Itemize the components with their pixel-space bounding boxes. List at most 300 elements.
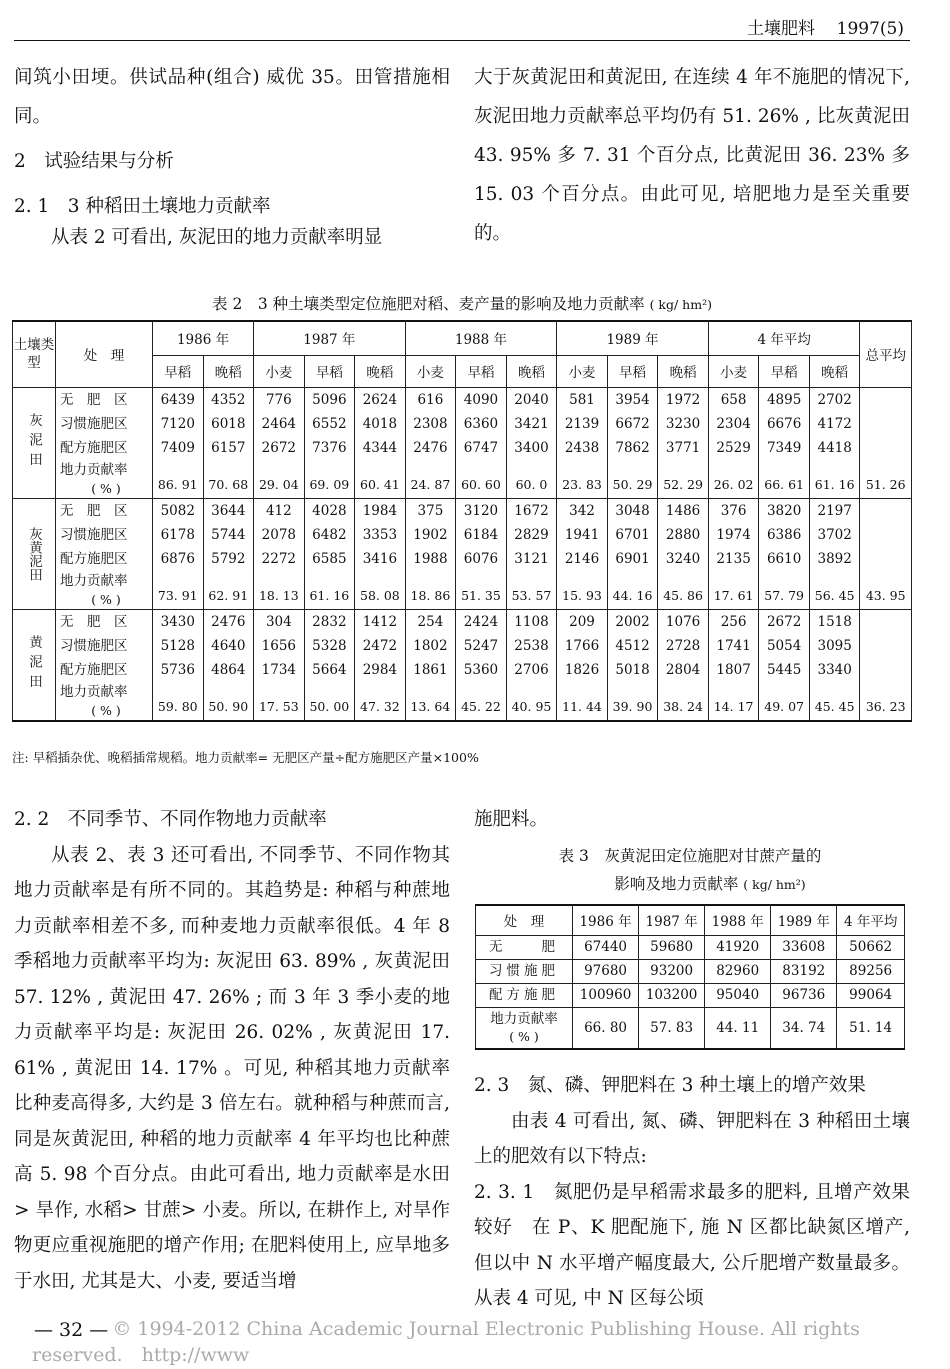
cell-value: 1672 <box>514 502 549 519</box>
cell-value: 1902 <box>413 526 448 543</box>
value-cell <box>203 609 254 721</box>
table2-caption <box>12 292 912 314</box>
cell-value: 3892 <box>817 550 852 567</box>
value-cell <box>759 387 810 498</box>
cell-value: 5054 <box>766 637 802 654</box>
cell-value: 95040 <box>705 983 771 1007</box>
treatment-label: 配方施肥区 <box>60 550 128 567</box>
cell-value: 4895 <box>766 391 802 408</box>
cell-value: 39. 90 <box>612 698 653 714</box>
cell-value: 4640 <box>211 637 246 654</box>
caption-text: 表 2 3 种土壤类型定位施肥对稻、麦产量的影响及地力贡献率 <box>212 295 645 313</box>
header-crop: 早稻 <box>759 355 810 387</box>
cell-value: 1766 <box>564 637 600 654</box>
cell-value: 2078 <box>261 526 296 543</box>
cell-value: 6157 <box>211 439 246 456</box>
cell-value: 59680 <box>639 935 705 959</box>
cell-value: 103200 <box>639 983 705 1007</box>
treatment-cell <box>476 959 573 983</box>
cell-value: 43. 95 <box>865 587 906 603</box>
cell-value: 4344 <box>362 439 398 456</box>
header-cell: 1989 年 <box>771 905 837 935</box>
cell-value: 1974 <box>716 526 751 543</box>
journal-name: 土壤肥料 <box>747 19 816 39</box>
treatment-label: 地力贡献率 <box>490 1010 558 1027</box>
cell-value: 3120 <box>463 502 499 519</box>
treatment-cell <box>476 935 573 959</box>
cell-value: 2984 <box>362 661 398 678</box>
header-crop: 早稻 <box>304 355 355 387</box>
cell-value: 6178 <box>160 526 195 543</box>
cell-value: 100960 <box>573 983 639 1007</box>
treatment-label: 配方施肥区 <box>60 661 128 678</box>
cell-value: 86. 91 <box>157 476 198 492</box>
cell-value: 6018 <box>211 415 246 432</box>
cell-value: 776 <box>265 391 292 408</box>
header-crop: 小麦 <box>557 355 608 387</box>
treatment-label: 习惯施肥区 <box>60 637 128 654</box>
paragraph: 2. 3. 1 氮肥仍是早稻需求最多的肥料, 且增产效果较好 在 P、K 肥配施下, 施 N 区都比缺氮区增产, 但以中 N 水平增产幅度最大, 公斤肥增产数量最多。从表 4 可见, 中 N 区每公顷 <box>474 1181 910 1309</box>
cell-value: 60. 60 <box>461 476 501 492</box>
cell-value: 7349 <box>766 439 802 456</box>
cell-value: 67440 <box>573 935 639 959</box>
cell-value: 3771 <box>665 439 701 456</box>
cell-value: 6360 <box>463 415 499 432</box>
total-average-cell <box>860 609 912 721</box>
cell-value: 2002 <box>615 613 650 630</box>
value-cell <box>304 387 355 498</box>
cell-value: 1741 <box>716 637 751 654</box>
cell-value: 41920 <box>705 935 771 959</box>
table-header-row <box>476 905 905 935</box>
table-row <box>476 959 905 983</box>
cell-value: 17. 61 <box>713 587 754 603</box>
treatment-cell <box>56 609 153 721</box>
caption-line-2 <box>475 870 905 899</box>
cell-value: 2472 <box>362 637 398 654</box>
treatment-cell <box>56 498 153 609</box>
cell-value: 62. 91 <box>208 587 249 603</box>
value-cell <box>557 387 608 498</box>
cell-value: 45. 86 <box>663 587 703 603</box>
treatment-label: 无 肥 区 <box>60 502 128 519</box>
paragraph: 从表 2 可看出, 灰泥田的地力贡献率明显 <box>51 227 383 248</box>
cell-value: 45. 22 <box>461 698 501 714</box>
cell-value: 2272 <box>261 550 296 567</box>
value-cell <box>759 609 810 721</box>
header-crop: 晚稻 <box>203 355 254 387</box>
cell-value: 66. 61 <box>764 476 805 492</box>
cell-value: 3702 <box>817 526 852 543</box>
cell-value: 49. 07 <box>764 698 805 714</box>
cell-value: 1656 <box>261 637 296 654</box>
cell-value: 2197 <box>817 502 852 519</box>
cell-value: 7376 <box>312 439 347 456</box>
table-row <box>13 498 912 609</box>
cell-value: 6552 <box>312 415 347 432</box>
cell-value: 3230 <box>665 415 701 432</box>
header-crop: 晚稻 <box>506 355 557 387</box>
page-number: — 32 — <box>34 1319 109 1341</box>
cell-value: 2464 <box>261 415 296 432</box>
cell-value: 1988 <box>413 550 448 567</box>
cell-value: 4352 <box>211 391 246 408</box>
cell-value: 57. 79 <box>764 587 805 603</box>
paragraph: 从表 2、表 3 还可看出, 不同季节、不同作物其地力贡献率是有所不同的。其趋势是: 种稻与种蔗地力贡献率相差不多, 而种麦地力贡献率很低。4 年 8 季稻地力贡献率平均为: 灰泥田 63. 89% , 灰黄泥田 57. 12% , 黄泥田 47. 26% ; 而 3 年 3 季小麦的地力贡献率平均是: 灰泥田 26. 02% , 灰黄泥田 17. 61% , 黄泥田 14. 17% 。可见, 种稻其地力贡献率比种麦高得多, 大约是 3 倍左右。就种稻与种蔗而言, 同是灰黄泥田, 种稻的地力贡献率 4 年平均也比种蔗高 5. 98 个百分点。由此可看出, 地力贡献率是水田> 旱作, 水稻> 甘蔗> 小麦。所以, 在耕作上, 对旱作物更应重视施肥的增产作用; 在肥料使用上, 应旱地多于水田, 尤其是大、小麦, 要适当增 <box>14 844 450 1292</box>
cell-value: 1807 <box>716 661 751 678</box>
value-cell <box>304 498 355 609</box>
cell-value: 6672 <box>615 415 650 432</box>
header-year: 4 年平均 <box>708 321 860 355</box>
cell-value: 52. 29 <box>663 476 703 492</box>
value-cell <box>405 609 456 721</box>
value-cell <box>405 498 456 609</box>
cell-value: 6676 <box>766 415 802 432</box>
value-cell <box>506 609 557 721</box>
cell-value: 4028 <box>312 502 347 519</box>
table-row <box>476 983 905 1007</box>
cell-value: 3048 <box>615 502 650 519</box>
treatment-cell <box>476 983 573 1007</box>
value-cell <box>355 387 406 498</box>
cell-value: 3095 <box>817 637 852 654</box>
cell-value: 616 <box>417 391 444 408</box>
cell-value: 209 <box>569 613 595 630</box>
table-row <box>476 1007 905 1049</box>
header-crop: 晚稻 <box>809 355 860 387</box>
header-crop: 早稻 <box>153 355 204 387</box>
cell-value: 33608 <box>771 935 837 959</box>
cell-value: 304 <box>265 613 292 630</box>
cell-value: 3421 <box>514 415 549 432</box>
cell-value: 50. 00 <box>309 698 350 714</box>
cell-value: 40. 95 <box>511 698 552 714</box>
cell-value: 4418 <box>817 439 852 456</box>
cell-value: 6747 <box>463 439 499 456</box>
value-cell <box>809 498 860 609</box>
cell-value: 2424 <box>463 613 499 630</box>
value-cell <box>456 387 507 498</box>
cell-value: 17. 53 <box>258 698 299 714</box>
cell-value: 2702 <box>817 391 852 408</box>
cell-value: 2804 <box>665 661 701 678</box>
cell-value: 82960 <box>705 959 771 983</box>
cell-value: 5736 <box>160 661 195 678</box>
total-average-cell <box>860 387 912 498</box>
subsection-heading: 2. 3 氮、磷、钾肥料在 3 种土壤上的增产效果 <box>474 1075 866 1096</box>
cell-value: 14. 17 <box>713 698 754 714</box>
left-column-top <box>14 58 450 257</box>
cell-value: 99064 <box>837 983 905 1007</box>
section-heading: 2 试验结果与分析 <box>14 151 174 172</box>
value-cell <box>708 609 759 721</box>
treatment-label: 配方施肥 <box>489 987 559 1003</box>
treatment-label: ( % ) <box>91 480 121 496</box>
cell-value: 1518 <box>817 613 852 630</box>
header-soil-type: 土壤类型 <box>13 321 56 387</box>
caption-unit: ( kg/ hm²) <box>649 297 712 312</box>
treatment-cell <box>476 1007 573 1049</box>
cell-value: 3400 <box>514 439 549 456</box>
soil-type-cell: 黄泥田 <box>13 609 56 721</box>
cell-value: 6876 <box>160 550 195 567</box>
value-cell <box>607 387 658 498</box>
cell-value: 58. 08 <box>360 587 400 603</box>
cell-value: 51. 35 <box>461 587 501 603</box>
cell-value: 1826 <box>564 661 600 678</box>
table-row <box>476 935 905 959</box>
cell-value: 6439 <box>160 391 195 408</box>
cell-value: 97680 <box>573 959 639 983</box>
running-header <box>747 14 904 39</box>
cell-value: 2672 <box>261 439 296 456</box>
header-cell: 处 理 <box>476 905 573 935</box>
cell-value: 3340 <box>817 661 852 678</box>
header-crop: 小麦 <box>405 355 456 387</box>
header-year: 1987 年 <box>254 321 406 355</box>
value-cell <box>304 609 355 721</box>
cell-value: 1108 <box>514 613 549 630</box>
cell-value: 53. 57 <box>511 587 552 603</box>
subsection-heading: 2. 2 不同季节、不同作物地力贡献率 <box>14 809 327 830</box>
value-cell <box>759 498 810 609</box>
cell-value: 70. 68 <box>208 476 249 492</box>
cell-value: 2476 <box>413 439 448 456</box>
value-cell <box>607 498 658 609</box>
cell-value: 2538 <box>514 637 549 654</box>
cell-value: 5082 <box>160 502 195 519</box>
treatment-label: ( % ) <box>509 1028 539 1044</box>
cell-value: 5247 <box>463 637 499 654</box>
cell-value: 3121 <box>514 550 549 567</box>
header-rule <box>14 40 910 41</box>
cell-value: 44. 16 <box>612 587 653 603</box>
header-cell: 1986 年 <box>573 905 639 935</box>
cell-value: 658 <box>720 391 747 408</box>
value-cell <box>355 609 406 721</box>
cell-value: 66. 80 <box>573 1007 639 1049</box>
cell-value: 5018 <box>615 661 650 678</box>
cell-value: 47. 32 <box>360 698 400 714</box>
treatment-label: 习惯施肥区 <box>60 415 128 432</box>
cell-value: 15. 93 <box>562 587 602 603</box>
treatment-label: 无 肥 区 <box>60 391 128 408</box>
value-cell <box>557 609 608 721</box>
cell-value: 1076 <box>665 613 701 630</box>
value-cell <box>809 387 860 498</box>
value-cell <box>153 498 204 609</box>
cell-value: 7120 <box>160 415 195 432</box>
cell-value: 1972 <box>665 391 701 408</box>
treatment-label: ( % ) <box>91 702 121 718</box>
cell-value: 93200 <box>639 959 705 983</box>
cell-value: 96736 <box>771 983 837 1007</box>
header-crop: 早稻 <box>456 355 507 387</box>
cell-value: 6184 <box>463 526 499 543</box>
treatment-label: 无 肥 <box>489 939 559 955</box>
cell-value: 3353 <box>362 526 398 543</box>
soil-type-cell: 灰泥田 <box>13 387 56 498</box>
cell-value: 342 <box>569 502 595 519</box>
cell-value: 4864 <box>211 661 246 678</box>
cell-value: 5328 <box>312 637 347 654</box>
header-year: 1986 年 <box>153 321 254 355</box>
treatment-label: 地力贡献率 <box>60 461 128 478</box>
cell-value: 3820 <box>766 502 802 519</box>
cell-value: 2040 <box>514 391 549 408</box>
cell-value: 51. 26 <box>865 476 906 492</box>
left-column-bottom <box>14 802 450 1299</box>
cell-value: 23. 83 <box>562 476 602 492</box>
cell-value: 7409 <box>160 439 195 456</box>
cell-value: 2146 <box>564 550 600 567</box>
cell-value: 376 <box>720 502 747 519</box>
cell-value: 50. 90 <box>208 698 249 714</box>
cell-value: 6482 <box>312 526 347 543</box>
cell-value: 2139 <box>564 415 600 432</box>
table-3 <box>475 904 905 1050</box>
cell-value: 2308 <box>413 415 448 432</box>
header-year: 1989 年 <box>557 321 709 355</box>
table-2 <box>12 320 912 722</box>
cell-value: 51. 14 <box>837 1007 905 1049</box>
cell-value: 6701 <box>615 526 650 543</box>
value-cell <box>203 387 254 498</box>
cell-value: 6585 <box>312 550 347 567</box>
paragraph: 由表 4 可看出, 氮、磷、钾肥料在 3 种稻田土壤上的肥效有以下特点: <box>474 1110 910 1167</box>
value-cell <box>708 387 759 498</box>
cell-value: 73. 91 <box>157 587 198 603</box>
cell-value: 61. 16 <box>814 476 855 492</box>
cell-value: 11. 44 <box>562 698 602 714</box>
value-cell <box>607 609 658 721</box>
value-cell <box>809 609 860 721</box>
copyright-footer <box>32 1318 950 1367</box>
cell-value: 6386 <box>766 526 802 543</box>
cell-value: 50. 29 <box>612 476 653 492</box>
treatment-label: 配方施肥区 <box>60 439 128 456</box>
table-header-row <box>13 321 912 355</box>
header-cell: 4 年平均 <box>837 905 905 935</box>
right-column-top <box>474 58 910 253</box>
cell-value: 1486 <box>665 502 701 519</box>
value-cell <box>254 387 305 498</box>
cell-value: 1802 <box>413 637 448 654</box>
cell-value: 59. 80 <box>157 698 198 714</box>
cell-value: 1734 <box>261 661 296 678</box>
table3-caption <box>475 842 905 899</box>
cell-value: 29. 04 <box>258 476 299 492</box>
header-crop: 晚稻 <box>355 355 406 387</box>
paragraph: 间筑小田埂。供试品种(组合) 威优 35。田管措施相同。 <box>14 67 450 127</box>
header-year: 1988 年 <box>405 321 557 355</box>
cell-value: 69. 09 <box>309 476 350 492</box>
cell-value: 5445 <box>766 661 802 678</box>
cell-value: 2624 <box>362 391 398 408</box>
cell-value: 60. 41 <box>360 476 400 492</box>
right-column-bottom-text <box>474 1068 910 1317</box>
value-cell <box>254 498 305 609</box>
cell-value: 5360 <box>463 661 499 678</box>
cell-value: 38. 24 <box>663 698 703 714</box>
header-cell: 1987 年 <box>639 905 705 935</box>
caption-text: 影响及地力贡献率 <box>614 875 739 893</box>
treatment-label: 习惯施肥 <box>489 963 559 979</box>
cell-value: 5792 <box>211 550 246 567</box>
value-cell <box>708 498 759 609</box>
subsection-heading: 2. 1 3 种稻田土壤地力贡献率 <box>14 196 271 217</box>
treatment-label: ( % ) <box>91 591 121 607</box>
cell-value: 83192 <box>771 959 837 983</box>
cell-value: 18. 86 <box>410 587 451 603</box>
table-row <box>13 609 912 721</box>
treatment-label: 地力贡献率 <box>60 683 128 700</box>
cell-value: 2304 <box>716 415 751 432</box>
journal-issue: 1997(5) <box>836 19 904 39</box>
header-treatment: 处 理 <box>56 321 153 387</box>
cell-value: 57. 83 <box>639 1007 705 1049</box>
cell-value: 4018 <box>362 415 398 432</box>
cell-value: 4090 <box>463 391 499 408</box>
cell-value: 2135 <box>716 550 751 567</box>
total-average-cell <box>860 498 912 609</box>
cell-value: 3644 <box>211 502 246 519</box>
value-cell <box>203 498 254 609</box>
cell-value: 2832 <box>312 613 347 630</box>
cell-value: 5664 <box>312 661 347 678</box>
cell-value: 2728 <box>665 637 701 654</box>
cell-value: 2829 <box>514 526 549 543</box>
cell-value: 3954 <box>615 391 650 408</box>
header-crop: 早稻 <box>607 355 658 387</box>
paragraph: 施肥料。 <box>474 809 549 830</box>
cell-value: 4172 <box>817 415 852 432</box>
cell-value: 5744 <box>211 526 246 543</box>
cell-value: 6901 <box>615 550 650 567</box>
cell-value: 56. 45 <box>814 587 855 603</box>
cell-value: 3416 <box>362 550 398 567</box>
cell-value: 6610 <box>766 550 802 567</box>
value-cell <box>456 609 507 721</box>
cell-value: 1412 <box>362 613 398 630</box>
cell-value: 50662 <box>837 935 905 959</box>
copyright-text: © 1994-2012 China Academic Journal Electronic Publishing House. All rights reserved. http://www <box>32 1318 860 1366</box>
cell-value: 24. 87 <box>410 476 451 492</box>
value-cell <box>658 498 709 609</box>
header-total-average: 总平均 <box>860 321 912 387</box>
table-row <box>13 387 912 498</box>
cell-value: 254 <box>417 613 444 630</box>
cell-value: 44. 11 <box>705 1007 771 1049</box>
value-cell <box>456 498 507 609</box>
cell-value: 6076 <box>463 550 499 567</box>
right-column-bottom <box>474 802 910 838</box>
cell-value: 2880 <box>665 526 701 543</box>
treatment-label: 地力贡献率 <box>60 572 128 589</box>
cell-value: 375 <box>417 502 444 519</box>
cell-value: 2672 <box>766 613 802 630</box>
cell-value: 1941 <box>564 526 600 543</box>
cell-value: 2438 <box>564 439 600 456</box>
treatment-label: 无 肥 区 <box>60 613 128 630</box>
cell-value: 2706 <box>514 661 549 678</box>
cell-value: 2529 <box>716 439 751 456</box>
cell-value: 2476 <box>211 613 246 630</box>
header-crop: 晚稻 <box>658 355 709 387</box>
cell-value: 3430 <box>160 613 195 630</box>
cell-value: 581 <box>569 391 595 408</box>
cell-value: 34. 74 <box>771 1007 837 1049</box>
